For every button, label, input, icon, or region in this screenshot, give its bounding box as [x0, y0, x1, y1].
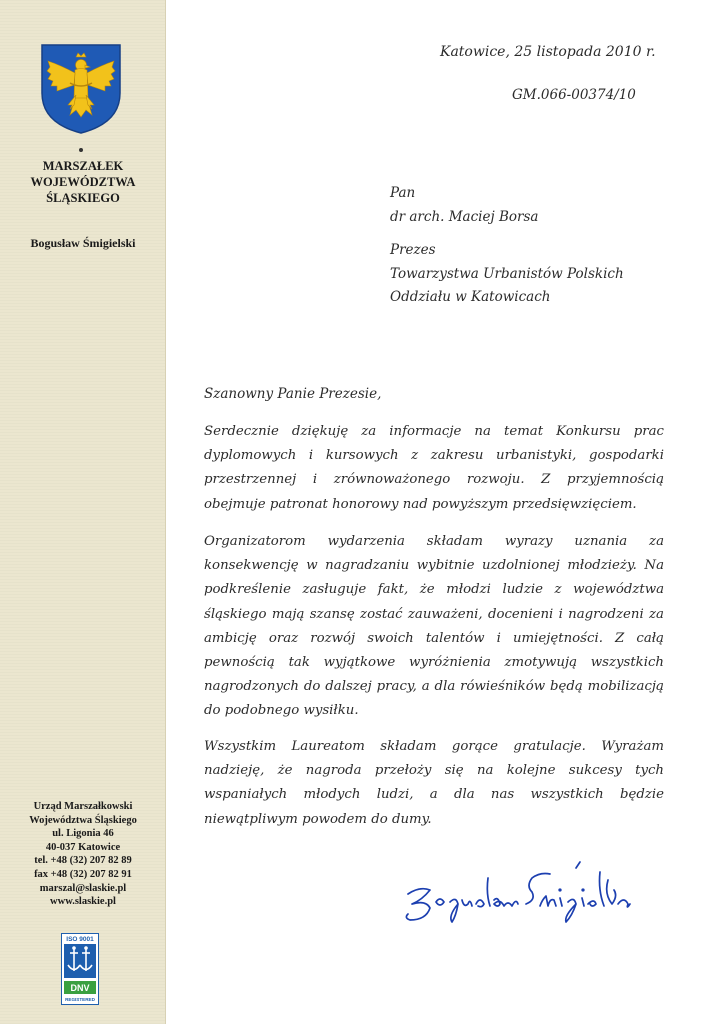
spacer [390, 229, 624, 239]
silesian-eagle-crest-icon [40, 43, 122, 135]
letter-paragraph: Wszystkim Laureatom składam gorące gratulacje. Wyrażam nadzieję, że nagroda przełoży się na kolejne sukcesy tych wspaniałych młodych ludzi, a dla nas wszystkich będzie niewątpliwym powodem do dumy. [204, 739, 664, 827]
recipient-salutation-word: Pan [390, 185, 416, 201]
address-line: ul. Ligonia 46 [52, 828, 114, 840]
place-and-date: Katowice, 25 listopada 2010 r. [440, 44, 656, 60]
address-line: fax +48 (32) 207 82 91 [34, 868, 132, 880]
cert-bottom-text: REGISTERED [65, 997, 95, 1002]
recipient-org-line: Towarzystwa Urbanistów Polskich [390, 265, 624, 282]
address-line: 40-037 Katowice [45, 841, 121, 853]
office-title-line: MARSZAŁEK [42, 159, 124, 173]
address-line: Urząd Marszałkowski [33, 801, 133, 812]
iso-9001-certification-badge-icon [61, 933, 99, 1005]
office-title-line: WOJEWÓDZTWA [30, 175, 136, 189]
website-link[interactable]: www.slaskie.pl [50, 896, 116, 908]
cert-top-text: ISO 9001 [66, 936, 94, 943]
reference-number: GM.066-00374/10 [512, 87, 636, 103]
office-title-line: ŚLĄSKIEGO [46, 191, 120, 205]
recipient-block [390, 182, 624, 310]
recipient-org-line: Oddziału w Katowicach [390, 289, 551, 305]
address-line: Województwa Śląskiego [29, 814, 137, 826]
letter-paragraph: Serdecznie dziękuję za informacje na temat Konkursu prac dyplomowych i kursowych z zakresu urbanistyki, gospodarki przestrzennej i zrównoważonego rozwoju. Z przyjemnością obejmuje patronat honorowy nad powyższym przedsięwzięciem. [204, 424, 664, 512]
address-line: tel. +48 (32) 207 82 89 [34, 855, 132, 867]
email-link[interactable]: marszal@slaskie.pl [39, 882, 127, 894]
recipient-title: Prezes [390, 242, 436, 258]
office-address [0, 800, 166, 909]
crest-dot [79, 148, 83, 152]
handwritten-signature [400, 860, 640, 930]
letterhead-sidebar [0, 0, 166, 1024]
official-name: Bogusław Śmigielski [30, 236, 136, 250]
cert-brand-text: DNV [70, 983, 90, 993]
letter-salutation: Szanowny Panie Prezesie, [204, 386, 382, 402]
office-title [0, 158, 166, 206]
recipient-name: dr arch. Maciej Borsa [390, 208, 539, 225]
letter-paragraph: Organizatorom wydarzenia składam wyrazy uznania za konsekwencję w nagradzaniu wybitnie uzdolnionej młodzieży. Na podkreślenie zasługuje fakt, że młodzi ludzie z województwa śląskiego mają szansę zostać zauważeni, docenieni i nagrodzeni za ambicję oraz rozwój swoich talentów i umiejętności. Z całą pewnością tak wyjątkowe wyróżnienia zmotywują wszystkich nagrodzonych do dalszej pracy, a dla rówieśników będą mobilizacją do podobnego wysiłku. [204, 534, 664, 719]
